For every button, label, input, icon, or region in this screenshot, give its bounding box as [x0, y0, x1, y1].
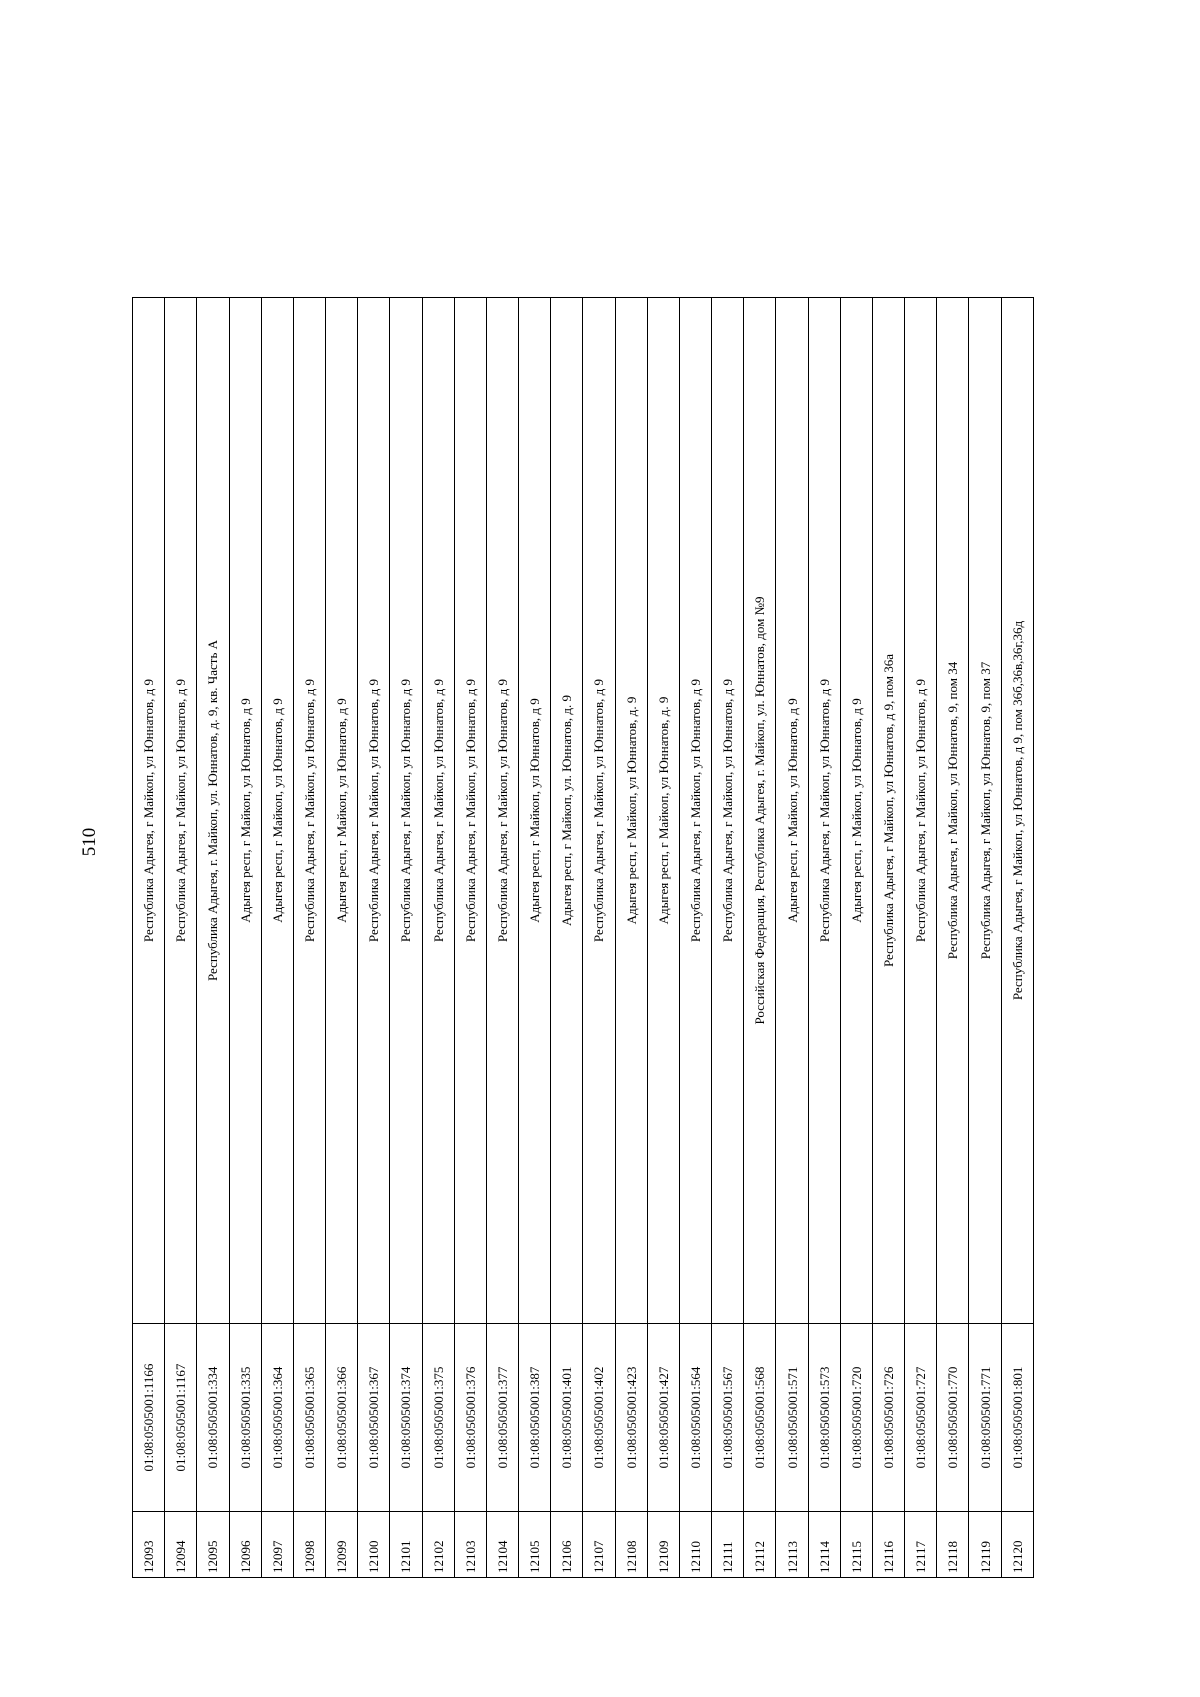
row-number-cell: 12105	[518, 1511, 550, 1577]
table-row	[325, 297, 357, 1577]
table-row	[293, 297, 325, 1577]
cadastral-number-cell: 01:08:0505001:367	[357, 1323, 389, 1511]
row-number-cell: 12094	[164, 1511, 196, 1577]
row-number-cell: 12103	[454, 1511, 486, 1577]
table-row	[132, 297, 164, 1577]
address-cell: Адыгея респ, г Майкоп, ул. Юннатов, д. 9	[550, 297, 582, 1323]
address-cell: Республика Адыгея, г Майкоп, ул Юннатов, д 9	[164, 297, 196, 1323]
table-row	[196, 297, 228, 1577]
cadastral-number-cell: 01:08:0505001:365	[293, 1323, 325, 1511]
table-row	[229, 297, 261, 1577]
page-number: 510	[79, 827, 100, 857]
table-row	[808, 297, 840, 1577]
table-row	[872, 297, 904, 1577]
cadastral-number-cell: 01:08:0505001:376	[454, 1323, 486, 1511]
table-row	[422, 297, 454, 1577]
address-cell: Республика Адыгея, г Майкоп, ул Юннатов, д 9	[422, 297, 454, 1323]
row-number-cell: 12095	[196, 1511, 228, 1577]
row-number-cell: 12100	[357, 1511, 389, 1577]
address-cell: Республика Адыгея, г Майкоп, ул Юннатов, д 9	[454, 297, 486, 1323]
cadastral-number-cell: 01:08:0505001:366	[325, 1323, 357, 1511]
row-number-cell: 12120	[1001, 1511, 1033, 1577]
table-row	[389, 297, 421, 1577]
row-number-cell: 12101	[389, 1511, 421, 1577]
address-cell: Адыгея респ, г Майкоп, ул Юннатов, д 9	[261, 297, 293, 1323]
cadastral-number-cell: 01:08:0505001:564	[679, 1323, 711, 1511]
address-cell: Республика Адыгея, г Майкоп, ул Юннатов, д 9	[808, 297, 840, 1323]
row-number-cell: 12108	[615, 1511, 647, 1577]
table-row	[904, 297, 936, 1577]
table-row	[1001, 297, 1033, 1577]
row-number-cell: 12096	[229, 1511, 261, 1577]
row-number-cell: 12119	[968, 1511, 1000, 1577]
address-cell: Республика Адыгея, г Майкоп, ул Юннатов, д 9	[389, 297, 421, 1323]
table-row	[357, 297, 389, 1577]
table-row	[775, 297, 807, 1577]
address-cell: Республика Адыгея, г Майкоп, ул Юннатов, 9, пом 37	[968, 297, 1000, 1323]
cadastral-number-cell: 01:08:0505001:334	[196, 1323, 228, 1511]
address-cell: Адыгея респ, г Майкоп, ул Юннатов, д 9	[229, 297, 261, 1323]
row-number-cell: 12118	[936, 1511, 968, 1577]
table-row	[840, 297, 872, 1577]
address-cell: Республика Адыгея, г Майкоп, ул Юннатов, д 9, пом 36а	[872, 297, 904, 1323]
cadastral-number-cell: 01:08:0505001:1166	[132, 1323, 164, 1511]
cadastral-number-cell: 01:08:0505001:726	[872, 1323, 904, 1511]
row-number-cell: 12099	[325, 1511, 357, 1577]
cadastral-number-cell: 01:08:0505001:573	[808, 1323, 840, 1511]
address-cell: Адыгея респ, г Майкоп, ул Юннатов, д 9	[775, 297, 807, 1323]
address-cell: Республика Адыгея, г Майкоп, ул Юннатов, д 9	[293, 297, 325, 1323]
row-number-cell: 12106	[550, 1511, 582, 1577]
address-cell: Республика Адыгея, г Майкоп, ул Юннатов, д 9	[711, 297, 743, 1323]
row-number-cell: 12098	[293, 1511, 325, 1577]
table-row	[582, 297, 614, 1577]
address-cell: Адыгея респ, г Майкоп, ул Юннатов, д. 9	[615, 297, 647, 1323]
row-number-cell: 12104	[486, 1511, 518, 1577]
cadastral-number-cell: 01:08:0505001:364	[261, 1323, 293, 1511]
row-number-cell: 12116	[872, 1511, 904, 1577]
cadastral-number-cell: 01:08:0505001:801	[1001, 1323, 1033, 1511]
table-row	[647, 297, 679, 1577]
table-row	[261, 297, 293, 1577]
row-number-cell: 12109	[647, 1511, 679, 1577]
cadastral-number-cell: 01:08:0505001:402	[582, 1323, 614, 1511]
table-row	[486, 297, 518, 1577]
table-row	[454, 297, 486, 1577]
row-number-cell: 12110	[679, 1511, 711, 1577]
cadastral-number-cell: 01:08:0505001:387	[518, 1323, 550, 1511]
cadastral-number-cell: 01:08:0505001:375	[422, 1323, 454, 1511]
cadastral-number-cell: 01:08:0505001:567	[711, 1323, 743, 1511]
address-cell: Республика Адыгея, г. Майкоп, ул. Юннатов, д. 9, кв. Часть А	[196, 297, 228, 1323]
cadastral-number-cell: 01:08:0505001:335	[229, 1323, 261, 1511]
row-number-cell: 12097	[261, 1511, 293, 1577]
row-number-cell: 12107	[582, 1511, 614, 1577]
cadastral-number-cell: 01:08:0505001:374	[389, 1323, 421, 1511]
row-number-cell: 12113	[775, 1511, 807, 1577]
cadastral-number-cell: 01:08:0505001:720	[840, 1323, 872, 1511]
table-row	[518, 297, 550, 1577]
row-number-cell: 12117	[904, 1511, 936, 1577]
cadastral-number-cell: 01:08:0505001:571	[775, 1323, 807, 1511]
address-cell: Адыгея респ, г Майкоп, ул Юннатов, д 9	[518, 297, 550, 1323]
table-row	[936, 297, 968, 1577]
row-number-cell: 12112	[743, 1511, 775, 1577]
address-cell: Российская Федерация, Республика Адыгея, г. Майкоп, ул. Юннатов, дом №9	[743, 297, 775, 1323]
table-row	[679, 297, 711, 1577]
address-cell: Республика Адыгея, г Майкоп, ул Юннатов, д 9	[357, 297, 389, 1323]
address-cell: Республика Адыгея, г Майкоп, ул Юннатов, д 9	[582, 297, 614, 1323]
row-number-cell: 12111	[711, 1511, 743, 1577]
registry-table	[132, 297, 1034, 1578]
address-cell: Республика Адыгея, г Майкоп, ул Юннатов, д 9	[486, 297, 518, 1323]
address-cell: Адыгея респ, г Майкоп, ул Юннатов, д 9	[840, 297, 872, 1323]
address-cell: Республика Адыгея, г Майкоп, ул Юннатов, 9, пом 34	[936, 297, 968, 1323]
table-row	[615, 297, 647, 1577]
address-cell: Адыгея респ, г Майкоп, ул Юннатов, д. 9	[647, 297, 679, 1323]
cadastral-number-cell: 01:08:0505001:427	[647, 1323, 679, 1511]
address-cell: Республика Адыгея, г Майкоп, ул Юннатов, д 9	[904, 297, 936, 1323]
row-number-cell: 12114	[808, 1511, 840, 1577]
cadastral-number-cell: 01:08:0505001:377	[486, 1323, 518, 1511]
registry-table-container	[132, 298, 1034, 1578]
cadastral-number-cell: 01:08:0505001:771	[968, 1323, 1000, 1511]
registry-table-body	[132, 297, 1033, 1577]
cadastral-number-cell: 01:08:0505001:401	[550, 1323, 582, 1511]
cadastral-number-cell: 01:08:0505001:423	[615, 1323, 647, 1511]
table-row	[968, 297, 1000, 1577]
cadastral-number-cell: 01:08:0505001:727	[904, 1323, 936, 1511]
row-number-cell: 12115	[840, 1511, 872, 1577]
cadastral-number-cell: 01:08:0505001:1167	[164, 1323, 196, 1511]
row-number-cell: 12102	[422, 1511, 454, 1577]
cadastral-number-cell: 01:08:0505001:770	[936, 1323, 968, 1511]
cadastral-number-cell: 01:08:0505001:568	[743, 1323, 775, 1511]
address-cell: Адыгея респ, г Майкоп, ул Юннатов, д 9	[325, 297, 357, 1323]
table-row	[711, 297, 743, 1577]
address-cell: Республика Адыгея, г Майкоп, ул Юннатов, д 9	[679, 297, 711, 1323]
table-row	[743, 297, 775, 1577]
address-cell: Республика Адыгея, г Майкоп, ул Юннатов, д 9, пом 36б,36в,36г,36д	[1001, 297, 1033, 1323]
row-number-cell: 12093	[132, 1511, 164, 1577]
table-row	[550, 297, 582, 1577]
address-cell: Республика Адыгея, г Майкоп, ул Юннатов, д 9	[132, 297, 164, 1323]
table-row	[164, 297, 196, 1577]
